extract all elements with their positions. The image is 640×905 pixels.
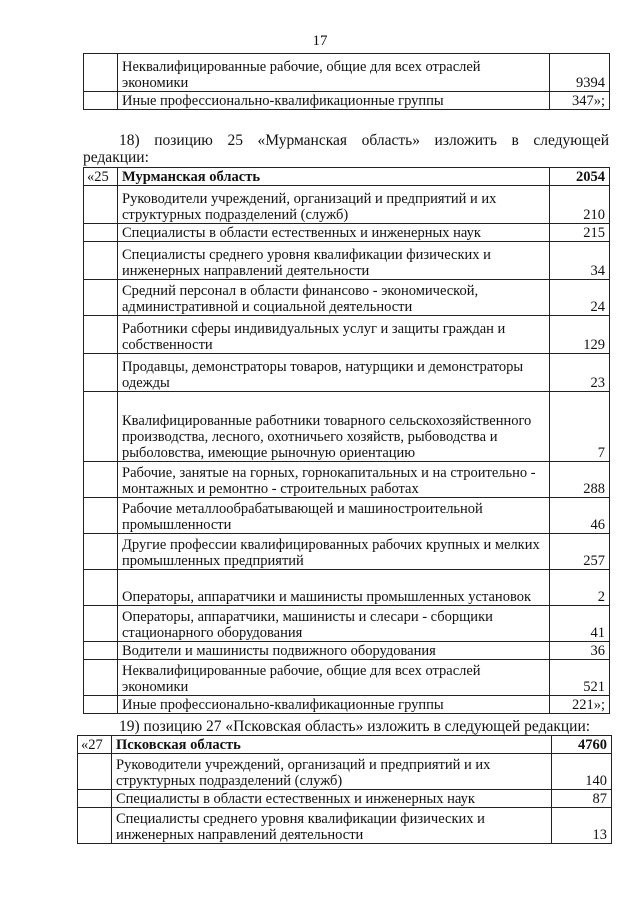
table-row xyxy=(78,808,612,844)
item-18-line-1: 18) позицию 25 «Мурманская область» изложить в следующей xyxy=(119,132,609,149)
row-value: 24 xyxy=(550,280,610,316)
row-value: 347»; xyxy=(550,92,610,110)
row-value: 210 xyxy=(550,186,610,224)
table-row xyxy=(84,280,610,316)
region-name: Псковская область xyxy=(112,736,552,754)
row-label: Специалисты в области естественных и инженерных наук xyxy=(112,790,552,808)
row-label: Другие профессии квалифицированных рабочих крупных и мелких промышленных предприятий xyxy=(118,534,550,570)
row-label: Работники сферы индивидуальных услуг и защиты граждан и собственности xyxy=(118,316,550,354)
table-row xyxy=(84,186,610,224)
region-code: «27 xyxy=(78,736,112,754)
region-total: 2054 xyxy=(550,168,610,186)
region-code: «25 xyxy=(84,168,118,186)
item-18-line-2: редакции: xyxy=(83,149,149,166)
code-cell xyxy=(84,92,118,110)
row-label: Иные профессионально-квалификационные группы xyxy=(118,696,550,714)
row-value: 46 xyxy=(550,498,610,534)
table-header-row xyxy=(78,736,612,754)
row-label: Продавцы, демонстраторы товаров, натурщики и демонстраторы одежды xyxy=(118,354,550,392)
row-label: Рабочие, занятые на горных, горнокапитальных и на строительно - монтажных и ремонтно - строительных работах xyxy=(118,462,550,498)
table-header-row xyxy=(84,168,610,186)
row-value: 7 xyxy=(550,392,610,462)
table-row xyxy=(84,498,610,534)
table-row xyxy=(84,570,610,606)
row-label: Средний персонал в области финансово - экономической, административной и социальной деятельности xyxy=(118,280,550,316)
row-value: 9394 xyxy=(550,54,610,92)
row-label: Рабочие металлообрабатывающей и машиностроительной промышленности xyxy=(118,498,550,534)
table-row xyxy=(78,790,612,808)
row-label: Неквалифицированные рабочие, общие для всех отраслей экономики xyxy=(118,660,550,696)
region-total: 4760 xyxy=(552,736,612,754)
row-value: 221»; xyxy=(550,696,610,714)
table-row xyxy=(84,92,610,110)
table-row xyxy=(84,54,610,92)
table-row xyxy=(84,696,610,714)
table-row xyxy=(78,754,612,790)
murmansk-table xyxy=(83,167,610,714)
item-19-text: 19) позицию 27 «Псковская область» изложить в следующей редакции: xyxy=(119,718,591,735)
code-cell xyxy=(84,54,118,92)
row-value: 129 xyxy=(550,316,610,354)
row-label: Специалисты среднего уровня квалификации физических и инженерных направлений деятельности xyxy=(118,242,550,280)
pskov-table xyxy=(77,735,612,844)
table-row xyxy=(84,224,610,242)
row-value: 34 xyxy=(550,242,610,280)
table-row xyxy=(84,354,610,392)
row-label: Квалифицированные работники товарного сельскохозяйственного производства, лесного, охотничьего хозяйств, рыбоводства и рыболовства, имеющие рыночную ориентацию xyxy=(118,392,550,462)
row-value: 36 xyxy=(550,642,610,660)
row-label: Операторы, аппаратчики и машинисты промышленных установок xyxy=(118,570,550,606)
row-label: Иные профессионально-квалификационные группы xyxy=(118,92,550,110)
row-value: 215 xyxy=(550,224,610,242)
row-label: Руководители учреждений, организаций и предприятий и их структурных подразделений (служб) xyxy=(118,186,550,224)
row-value: 13 xyxy=(552,808,612,844)
row-label: Специалисты в области естественных и инженерных наук xyxy=(118,224,550,242)
row-value: 288 xyxy=(550,462,610,498)
row-label: Руководители учреждений, организаций и предприятий и их структурных подразделений (служб) xyxy=(112,754,552,790)
region-name: Мурманская область xyxy=(118,168,550,186)
page-number: 17 xyxy=(312,33,328,49)
table-row xyxy=(84,242,610,280)
table-row xyxy=(84,642,610,660)
row-value: 41 xyxy=(550,606,610,642)
row-value: 257 xyxy=(550,534,610,570)
row-label: Специалисты среднего уровня квалификации физических и инженерных направлений деятельности xyxy=(112,808,552,844)
row-label: Неквалифицированные рабочие, общие для всех отраслей экономики xyxy=(118,54,550,92)
table-row xyxy=(84,392,610,462)
table-row xyxy=(84,534,610,570)
table-row xyxy=(84,462,610,498)
table-row xyxy=(84,316,610,354)
row-value: 140 xyxy=(552,754,612,790)
row-value: 521 xyxy=(550,660,610,696)
row-value: 87 xyxy=(552,790,612,808)
row-value: 23 xyxy=(550,354,610,392)
item-18-text xyxy=(83,132,609,166)
row-label: Водители и машинисты подвижного оборудования xyxy=(118,642,550,660)
top-table xyxy=(83,53,610,110)
row-label: Операторы, аппаратчики, машинисты и слесари - сборщики стационарного оборудования xyxy=(118,606,550,642)
table-row xyxy=(84,660,610,696)
row-value: 2 xyxy=(550,570,610,606)
table-row xyxy=(84,606,610,642)
